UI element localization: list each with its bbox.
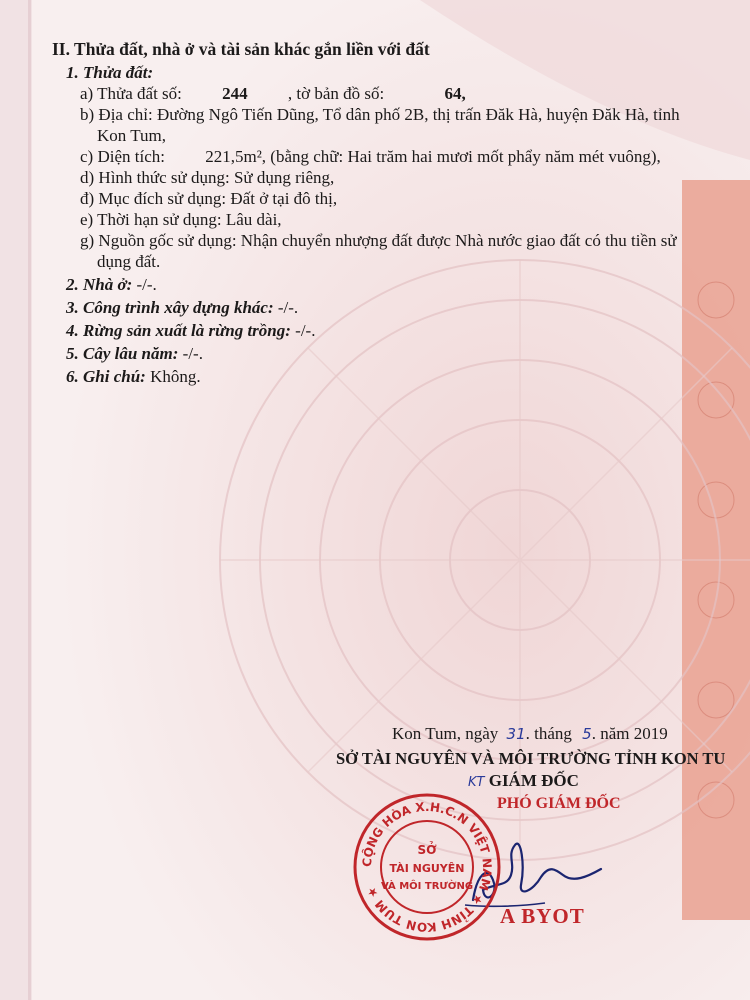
note-label: 6. Ghi chú: bbox=[66, 367, 146, 386]
note-value: Không. bbox=[150, 367, 201, 386]
map-sheet-label: , tờ bản đồ số: bbox=[287, 84, 385, 103]
area-value: 221,5m², (bằng chữ: Hai trăm hai mươi mốt phẩy năm mét vuông), bbox=[205, 147, 661, 166]
note-row bbox=[66, 366, 201, 388]
date-line bbox=[392, 723, 668, 745]
stamp-center-line-3: VÀ MÔI TRƯỜNG bbox=[380, 881, 474, 892]
director-title: GIÁM ĐỐC bbox=[488, 771, 579, 790]
date-month: 5 bbox=[582, 725, 592, 743]
usage-term: e) Thời hạn sử dụng: Lâu dài, bbox=[80, 210, 282, 229]
director-line bbox=[468, 770, 579, 794]
date-day: 31 bbox=[506, 725, 526, 743]
date-year: . năm 2019 bbox=[591, 724, 668, 743]
forest-label: 4. Rừng sản xuất là rừng trồng: bbox=[66, 321, 291, 340]
address-line-2: Kon Tum, bbox=[97, 126, 166, 145]
section-title: II. Thửa đất, nhà ở và tài sản khác gắn liền với đất bbox=[52, 39, 430, 59]
perennial-trees-label: 5. Cây lâu năm: bbox=[66, 344, 179, 363]
land-number-label: a) Thửa đất số: bbox=[80, 84, 182, 103]
area-label: c) Diện tích: bbox=[80, 147, 165, 166]
forest-row bbox=[66, 320, 315, 342]
land-number-value: 244 bbox=[222, 84, 248, 103]
land-number-row bbox=[80, 83, 466, 105]
land-heading: 1. Thửa đất: bbox=[66, 63, 154, 82]
date-month-label: . tháng bbox=[525, 724, 572, 743]
other-works-row bbox=[66, 297, 298, 319]
kt-handwritten: KT bbox=[468, 775, 485, 790]
stamp-center-line-2: TÀI NGUYÊN bbox=[389, 862, 465, 875]
address-line-1: b) Địa chỉ: Đường Ngô Tiến Dũng, Tổ dân phố 2B, thị trấn Đăk Hà, huyện Đăk Hà, tỉnh bbox=[80, 105, 680, 124]
house-row bbox=[66, 274, 157, 296]
stamp-ring-text: CỘNG HÒA X.H.C.N VIỆT NAM ★ TỈNH KON TUM ★ bbox=[359, 799, 495, 935]
usage-origin-line-2: dụng đất. bbox=[97, 252, 161, 271]
usage-purpose: đ) Mục đích sử dụng: Đất ở tại đô thị, bbox=[80, 189, 338, 208]
stamp-center-line-1: SỞ bbox=[417, 843, 437, 857]
other-works-label: 3. Công trình xây dựng khác: bbox=[66, 298, 274, 317]
perennial-trees-value: -/-. bbox=[182, 344, 203, 363]
deputy-director-title: PHÓ GIÁM ĐỐC bbox=[497, 795, 621, 812]
agency-name: SỞ TÀI NGUYÊN VÀ MÔI TRƯỜNG TỈNH KON TU bbox=[336, 749, 726, 768]
signer-name: A BYOT bbox=[500, 904, 585, 928]
map-sheet-value: 64, bbox=[444, 84, 466, 103]
forest-value: -/-. bbox=[295, 321, 316, 340]
house-value: -/-. bbox=[136, 275, 157, 294]
date-place: Kon Tum, ngày bbox=[392, 724, 499, 743]
area-row bbox=[80, 146, 661, 168]
house-label: 2. Nhà ở: bbox=[66, 275, 133, 294]
perennial-trees-row bbox=[66, 343, 203, 365]
usage-form: d) Hình thức sử dụng: Sử dụng riêng, bbox=[80, 168, 335, 187]
usage-origin-line-1: g) Nguồn gốc sử dụng: Nhận chuyển nhượng đất được Nhà nước giao đất có thu tiền sử bbox=[80, 231, 677, 250]
official-stamp bbox=[352, 792, 502, 942]
other-works-value: -/-. bbox=[277, 298, 299, 317]
